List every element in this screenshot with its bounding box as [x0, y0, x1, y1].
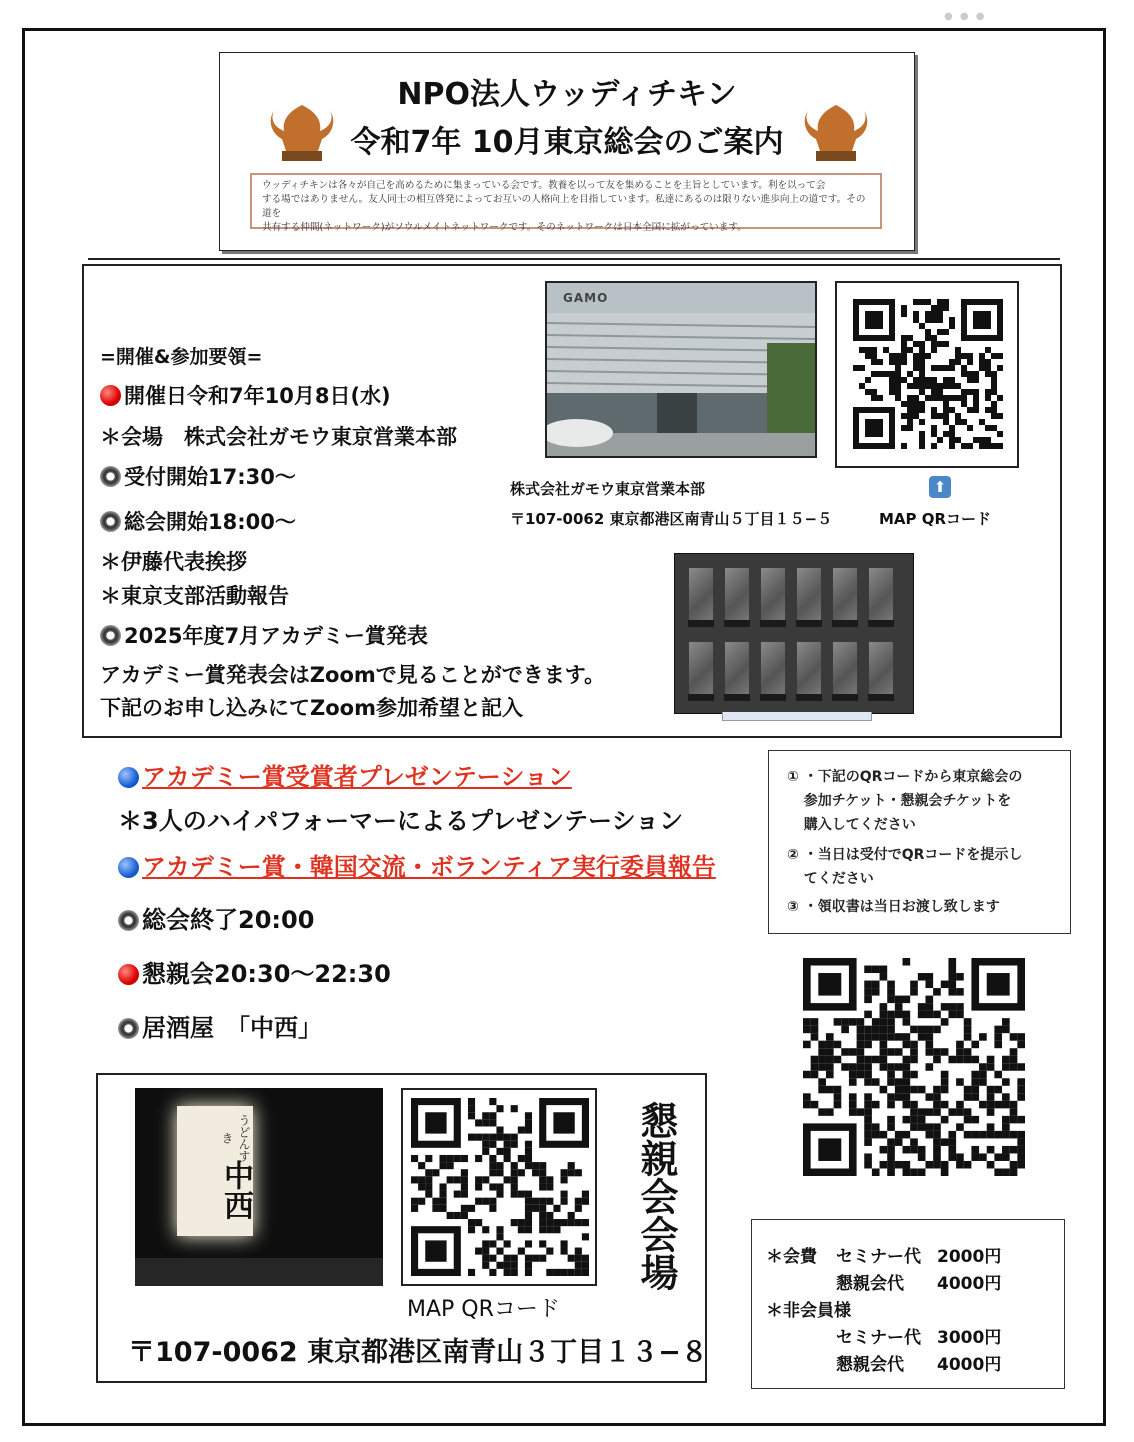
fee-box	[751, 1219, 1065, 1389]
trophy-base	[688, 694, 714, 701]
trophy-base	[760, 694, 786, 701]
presentation-title: アカデミー賞受賞者プレゼンテーション	[142, 763, 572, 791]
radio-circle-icon	[118, 910, 139, 931]
branch-report: ＊東京支部活動報告	[100, 584, 289, 608]
sign-big-text: 中西	[218, 1160, 253, 1220]
trophy	[689, 642, 713, 694]
note-3: ③ ・領収書は当日お渡し致します	[787, 899, 1000, 915]
company-name: 株式会社ガモウ東京営業本部	[510, 480, 706, 498]
sign-small-text: うどんすき	[220, 1114, 251, 1162]
instructions-box	[768, 750, 1071, 934]
nonmember-seminar-fee: 3000円	[937, 1328, 1002, 1348]
trophy	[797, 568, 821, 620]
red-circle-icon	[118, 964, 139, 985]
trophy-base	[832, 620, 858, 627]
venue-address: 〒107-0062 東京都港区南青山３丁目１３−８	[128, 1337, 708, 1368]
meeting-start: 総会開始18:00〜	[100, 506, 296, 536]
trophy	[833, 568, 857, 620]
red-circle-icon	[100, 385, 121, 406]
seminar-label: セミナー代	[836, 1247, 921, 1267]
member-label: ＊会費	[766, 1247, 817, 1267]
woody-chicken-logo-left	[268, 101, 336, 163]
event-heading: =開催&参加要領=	[100, 346, 263, 368]
trophy	[797, 642, 821, 694]
izakaya-sign	[177, 1106, 253, 1236]
header-box	[219, 52, 915, 251]
photo-caption-bar	[722, 712, 872, 721]
blue-circle-icon	[118, 857, 139, 878]
trophy-base	[796, 694, 822, 701]
member-seminar-fee: 2000円	[937, 1247, 1002, 1267]
note-2: ② ・当日は受付でQRコードを提示し てください	[787, 847, 1023, 887]
radio-circle-icon	[100, 511, 121, 532]
radio-circle-icon	[100, 625, 121, 646]
party-label: 懇親会代	[836, 1355, 904, 1375]
party-time: 懇親会20:30〜22:30	[118, 954, 391, 989]
company-address: 〒107-0062 東京都港区南青山５丁目１５−５	[510, 510, 833, 528]
org-title: NPO法人ウッディチキン	[397, 77, 737, 112]
intro-text-box	[250, 173, 882, 233]
trophy	[689, 568, 713, 620]
up-arrow-icon: ⬆	[929, 476, 951, 498]
map-qr-frame-1	[835, 281, 1019, 468]
trophy-base	[796, 620, 822, 627]
trophy	[869, 568, 893, 620]
decorative-dots: ● ● ●	[944, 11, 987, 22]
map-qr-frame-2	[401, 1088, 597, 1286]
trophy	[869, 642, 893, 694]
divider	[88, 258, 1060, 260]
venue-map-qr-label: MAP QRコード	[407, 1297, 560, 1322]
trophy-base	[724, 694, 750, 701]
party-label: 懇親会代	[836, 1274, 904, 1294]
greeting: ＊伊藤代表挨拶	[100, 550, 247, 574]
trophy	[725, 568, 749, 620]
trophy-base	[724, 620, 750, 627]
meeting-title: 令和7年 10月東京総会のご案内	[350, 125, 784, 160]
trophy	[725, 642, 749, 694]
intro-line: ウッディチキンは各々が自己を高めるために集まっている会です。教養を以って友を集めることを主旨としています。利を以って会	[262, 180, 826, 191]
intro-line: 共有する仲間(ネットワーク)がソウルメイトネットワークです。そのネットワークは日本全国に拡がっています。	[262, 222, 747, 233]
trophy-base	[868, 620, 894, 627]
building-photo	[545, 281, 817, 458]
blue-circle-icon	[118, 767, 139, 788]
event-date: 開催日令和7年10月8日(水)	[100, 380, 391, 410]
trophy-base	[832, 694, 858, 701]
radio-circle-icon	[118, 1018, 139, 1039]
woody-chicken-logo-right	[802, 101, 870, 163]
radio-circle-icon	[100, 466, 121, 487]
presentation-item	[118, 757, 572, 792]
izakaya-name: 居酒屋 「中西」	[118, 1008, 322, 1043]
izakaya-photo	[135, 1088, 383, 1286]
map-qr-label: MAP QRコード	[879, 510, 992, 528]
ticket-qr-code[interactable]	[803, 958, 1025, 1176]
committee-report-title: アカデミー賞・韓国交流・ボランティア実行委員報告	[142, 853, 716, 881]
trophy-base	[688, 620, 714, 627]
trophy	[833, 642, 857, 694]
nonmember-label: ＊非会員様	[766, 1301, 851, 1321]
zoom-note-1: アカデミー賞発表会はZoomで見ることができます。	[100, 663, 606, 687]
zoom-note-2: 下記のお申し込みにてZoom参加希望と記入	[100, 696, 523, 720]
academy-announcement: 2025年度7月アカデミー賞発表	[100, 620, 428, 650]
venue-map-qr-code[interactable]	[411, 1098, 589, 1276]
trophy-base	[760, 620, 786, 627]
meeting-end: 総会終了20:00	[118, 900, 314, 935]
committee-report-item	[118, 847, 716, 882]
trophies-photo	[674, 553, 914, 714]
trophy	[761, 568, 785, 620]
member-party-fee: 4000円	[937, 1274, 1002, 1294]
party-venue-title: 懇親会会場	[634, 1101, 678, 1291]
map-qr-code[interactable]	[853, 299, 1003, 449]
seminar-label: セミナー代	[836, 1328, 921, 1348]
intro-line: する場ではありません。友人同士の相互啓発によってお互いの人格向上を目指しています。私達にあるのは限りない進歩向上の道です。その道を	[262, 194, 866, 219]
presentation-desc: ＊3人のハイパフォーマーによるプレゼンテーション	[118, 807, 684, 835]
building-sign: GAMO	[563, 291, 609, 305]
nonmember-party-fee: 4000円	[937, 1355, 1002, 1375]
trophy-base	[868, 694, 894, 701]
event-venue: ＊会場 株式会社ガモウ東京営業本部	[100, 425, 457, 449]
note-1: ① ・下記のQRコードから東京総会の 参加チケット・懇親会チケットを 購入してください	[787, 769, 1023, 833]
reception-time: 受付開始17:30〜	[100, 461, 296, 491]
trophy	[761, 642, 785, 694]
